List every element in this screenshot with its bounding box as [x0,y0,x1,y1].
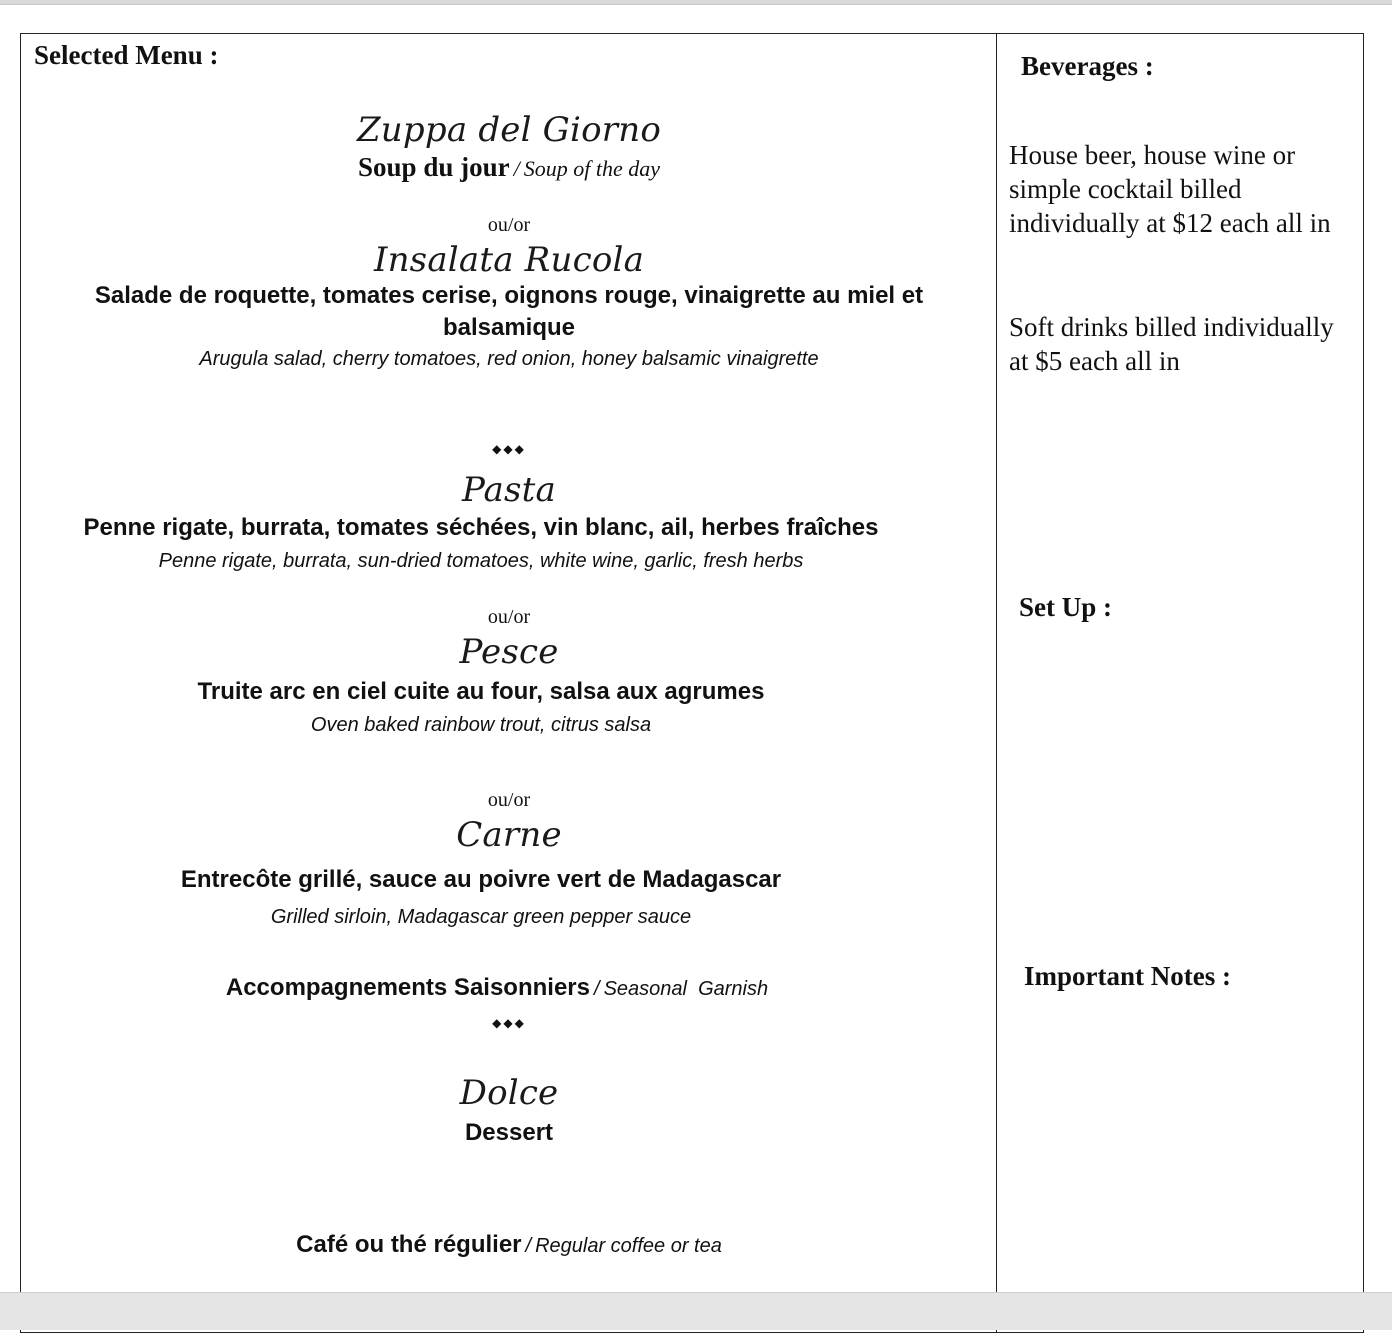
setup-heading: Set Up : [1019,592,1112,622]
selected-menu-heading: Selected Menu : [34,40,219,70]
english-desc: Regular coffee or tea [535,1235,722,1257]
french-desc-dolce: Dessert [464,1119,554,1146]
english-desc-pasta: Penne rigate, burrata, sun-dried tomatoes, white wine, garlic, fresh herbs [158,550,804,572]
english-desc: Soup of the day [523,156,660,181]
important-notes-heading: Important Notes : [1024,961,1231,991]
or-separator: ou/or [487,214,531,236]
slash-divider: / [525,1235,532,1257]
viewer-bottom-bar [0,1292,1392,1330]
selected-menu-column [21,34,997,1332]
english-desc: Seasonal Garnish [603,978,769,1000]
french-desc-carne: Entrecôte grillé, sauce au poivre vert de Madagascar [180,866,782,893]
viewer-top-edge [0,0,1392,5]
course-title-pasta: Pasta [461,470,556,510]
english-desc-pesce: Oven baked rainbow trout, citrus salsa [310,714,652,736]
french-desc: Soup du jour [358,152,510,182]
coffee-line [21,1231,997,1259]
beverages-soft-text: Soft drinks billed individually at $5 each all in [1009,312,1334,376]
french-desc: Accompagnements Saisonniers [225,974,590,1001]
slash-divider: / [513,156,520,181]
menu-sheet [20,33,1364,1333]
ornament-divider: ◆◆◆ [492,442,526,456]
course-title-pesce: Pesce [459,632,559,672]
slash-divider: / [594,978,600,1000]
course-desc-zuppa [21,152,997,183]
details-column [997,34,1363,1332]
course-title-insalata: Insalata Rucola [373,240,645,280]
course-title-carne: Carne [456,815,562,855]
french-desc-insalata: Salade de roquette, tomates cerise, oignons rouge, vinaigrette au miel et balsamique [94,282,924,341]
english-desc-insalata: Arugula salad, cherry tomatoes, red onion, honey balsamic vinaigrette [199,348,819,370]
course-title-zuppa: Zuppa del Giorno [356,110,662,150]
french-desc-pasta: Penne rigate, burrata, tomates séchées, vin blanc, ail, herbes fraîches [83,514,879,541]
course-title-dolce: Dolce [459,1073,559,1113]
or-separator: ou/or [487,789,531,811]
french-desc-pesce: Truite arc en ciel cuite au four, salsa aux agrumes [197,678,765,705]
garnish-line [9,974,985,1002]
english-desc-carne: Grilled sirloin, Madagascar green pepper sauce [270,906,692,928]
beverages-alcohol-text: House beer, house wine or simple cocktail billed individually at $12 each all in [1009,140,1331,238]
french-desc: Café ou thé régulier [296,1231,522,1258]
ornament-divider: ◆◆◆ [492,1016,526,1030]
beverages-heading: Beverages : [1021,51,1154,81]
or-separator: ou/or [487,606,531,628]
